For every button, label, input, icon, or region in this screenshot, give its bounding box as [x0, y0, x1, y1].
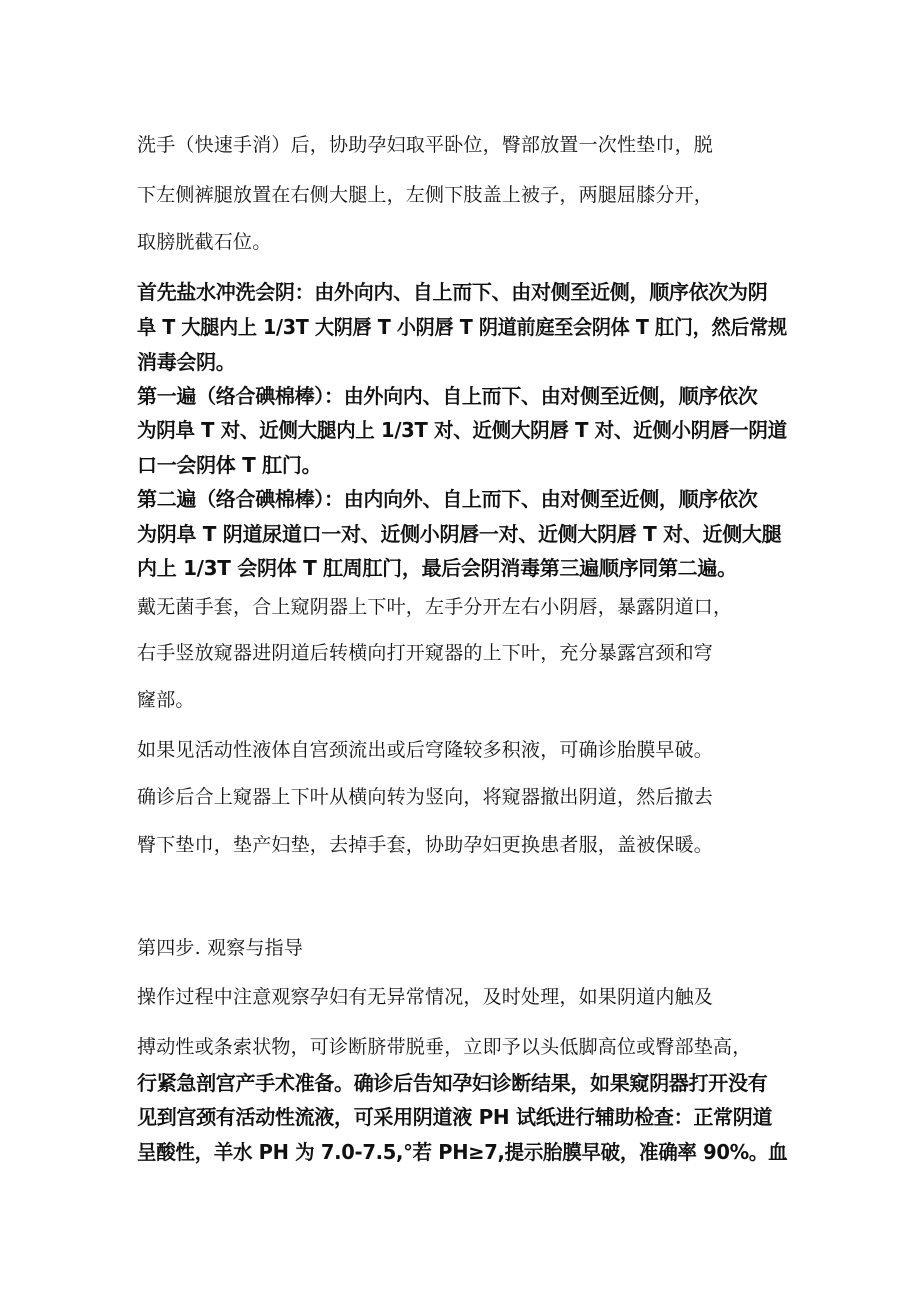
paragraph-speculum-line-3: 窿部。	[137, 689, 195, 711]
paragraph-withdraw-line-2: 臀下垫巾，垫产妇垫，去掉手套，协助孕妇更换患者服，盖被保暖。	[137, 834, 714, 856]
paragraph-rinse-line-2: 阜 T 大腿内上 1/3T 大阴唇 T 小阴唇 T 阴道前庭至会阴体 T 肛门，然后常规	[137, 315, 787, 339]
paragraph-ph-test-line-2: 见到宫颈有活动性流液，可采用阴道液 PH 试纸进行辅助检查：正常阴道	[137, 1105, 773, 1129]
paragraph-second-pass-line-2: 为阴阜 T 阴道尿道口一对、近侧小阴唇一对、近侧大阴唇 T 对、近侧大腿	[137, 522, 782, 546]
paragraph-speculum-line-2: 右手竖放窥器进阴道后转横向打开窥器的上下叶，充分暴露宫颈和穹	[137, 642, 714, 664]
paragraph-observation-line-2: 搏动性或条索状物，可诊断脐带脱垂，立即予以头低脚高位或臀部垫高，	[137, 1036, 752, 1058]
paragraph-speculum-line-1: 戴无菌手套，合上窥阴器上下叶，左手分开左右小阴唇，暴露阴道口，	[137, 596, 733, 618]
paragraph-rinse-line-3: 消毒会阴。	[137, 350, 236, 374]
paragraph-withdraw-line-1: 确诊后合上窥器上下叶从横向转为竖向，将窥器撤出阴道，然后撤去	[137, 786, 714, 808]
paragraph-diagnosis-line: 如果见活动性液体自宫颈流出或后穹隆较多积液，可确诊胎膜早破。	[137, 739, 714, 761]
paragraph-second-pass-line-1: 第二遍（络合碘棉棒）：由内向外、自上而下、由对侧至近侧，顺序依次	[137, 487, 758, 511]
paragraph-first-pass-line-3: 口一会阴体 T 肛门。	[137, 453, 322, 477]
paragraph-positioning-line-3: 取膀胱截石位。	[137, 231, 272, 253]
paragraph-first-pass-line-1: 第一遍（络合碘棉棒）：由外向内、自上而下、由对侧至近侧，顺序依次	[137, 384, 758, 408]
paragraph-positioning-line-1: 洗手（快速手消）后，协助孕妇取平卧位，臀部放置一次性垫巾，脱	[137, 134, 714, 156]
paragraph-rinse-line-1: 首先盐水冲洗会阴：由外向内、自上而下、由对侧至近侧，顺序依次为阴	[137, 280, 768, 304]
paragraph-positioning-line-2: 下左侧裤腿放置在右侧大腿上，左侧下肢盖上被子，两腿屈膝分开，	[137, 184, 714, 206]
section-heading-step-4: 第四步. 观察与指导	[137, 937, 304, 959]
paragraph-ph-test-line-3: 呈酸性，羊水 PH 为 7.0-7.5,°若 PH≥7,提示胎膜早破，准确率 90%。血	[137, 1140, 788, 1164]
paragraph-first-pass-line-2: 为阴阜 T 对、近侧大腿内上 1/3T 对、近侧大阴唇 T 对、近侧小阴唇一阴道	[137, 418, 787, 442]
paragraph-ph-test-line-1: 行紧急剖宫产手术准备。确诊后告知孕妇诊断结果，如果窥阴器打开没有	[137, 1071, 768, 1095]
paragraph-observation-line-1: 操作过程中注意观察孕妇有无异常情况，及时处理，如果阴道内触及	[137, 986, 714, 1008]
paragraph-second-pass-line-3: 内上 1/3T 会阴体 T 肛周肛门，最后会阴消毒第三遍顺序同第二遍。	[137, 556, 737, 580]
